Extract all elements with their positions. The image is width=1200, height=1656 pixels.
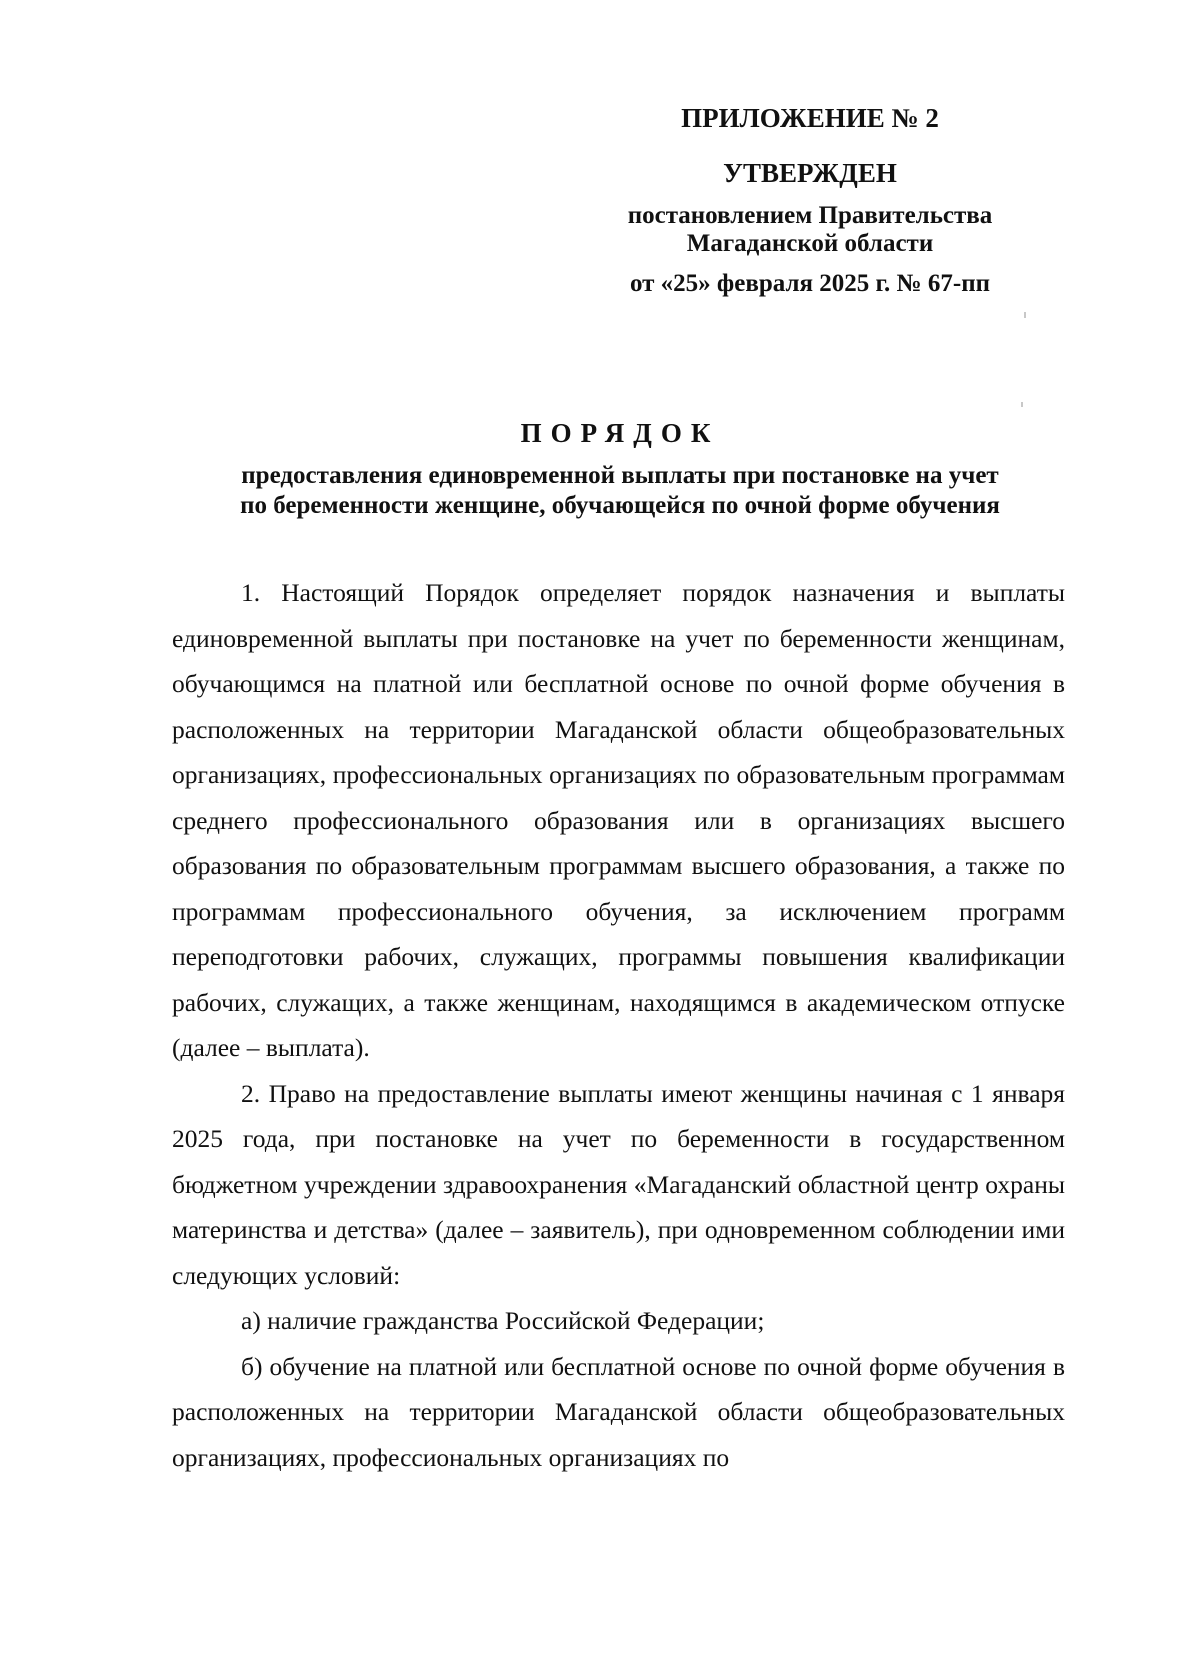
document-title: ПОРЯДОК [520,418,720,448]
paragraph-2b: б) обучение на платной или бесплатной основе по очной форме обучения в расположенных на территории Магаданской области общеобразовательных организациях, профессиональных организациях по [172,1351,1065,1472]
subtitle-line-1: предоставления единовременной выплаты при постановке на учет [241,462,999,489]
paragraph-2: 2. Право на предоставление выплаты имеют женщины начиная с 1 января 2025 года, при постановке на учет по беременности в государственном бюджетном учреждении здравоохранения «Магаданский областной центр охраны материнства и детства» (далее – заявитель), при одновременном соблюдении ими следующих условий: [172,1078,1065,1290]
approved-by-line-1: постановлением Правительства [627,202,993,229]
approved-by-line-2: Магаданской области [686,230,934,257]
decree-date-number: от «25» февраля 2025 г. № 67-пп [629,270,991,297]
approved-label: УТВЕРЖДЕН [723,158,897,188]
scan-artifact [1021,402,1023,407]
document-subtitle [150,461,1090,521]
paragraph-2a: а) наличие гражданства Российской Федерации; [241,1306,765,1335]
document-body [172,570,1065,1480]
subtitle-line-2: по беременности женщине, обучающейся по очной форме обучения [240,492,1000,519]
approval-block [600,103,1020,303]
appendix-number: ПРИЛОЖЕНИЕ № 2 [681,103,939,133]
paragraph-1: 1. Настоящий Порядок определяет порядок назначения и выплаты единовременной выплаты при постановке на учет по беременности женщинам, обучающимся на платной или бесплатной основе по очной форме обучения в расположенных на территории Магаданской области общеобразовательных организациях, профессиональных организациях по образовательным программам среднего профессионального образования или в организациях высшего образования по образовательным программам высшего образования, а также по программам профессионального обучения, за исключением программ переподготовки рабочих, служащих, программы повышения квалификации рабочих, служащих, а также женщинам, находящимся в академическом отпуске (далее – выплата). [172,578,1065,1062]
scan-artifact [1024,312,1026,318]
